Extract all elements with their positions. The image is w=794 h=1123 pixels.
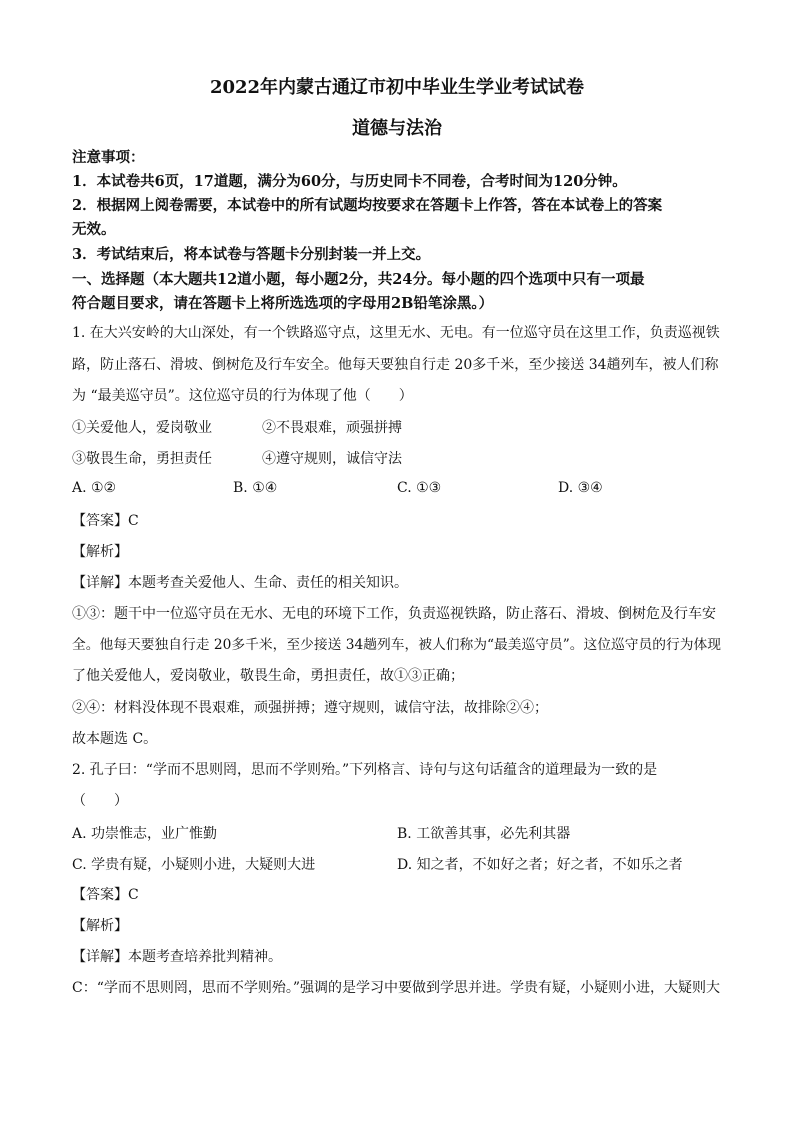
q2-analysis: 【解析】 xyxy=(72,918,128,934)
q2-stem-1: 2. 孔子曰：“学而不思则罔，思而不学则殆。”下列格言、诗句与这句话蕴含的道理最为一致的是 xyxy=(72,762,658,778)
q1-statement-4: ④遵守规则，诚信守法 xyxy=(262,451,402,467)
q1-detail: 【详解】本题考查关爱他人、生命、责任的相关知识。 xyxy=(72,575,408,591)
q1-statement-2: ②不畏艰难，顽强拼搏 xyxy=(262,420,402,436)
q1-option-c: C. ①③ xyxy=(397,480,442,496)
section-1-heading-a: 一、选择题（本大题共12道小题，每小题2分，共24分。每小题的四个选项中只有一项最 xyxy=(72,271,645,288)
q2-option-d: D. 知之者，不如好之者；好之者，不如乐之者 xyxy=(397,857,683,873)
q1-stem-1: 1. 在大兴安岭的大山深处，有一个铁路巡守点，这里无水、无电。有一位巡守员在这里工作，负责巡视铁 xyxy=(72,325,720,341)
q1-statement-1: ①关爱他人，爱岗敬业 xyxy=(72,420,212,436)
notes-heading: 注意事项： xyxy=(72,149,145,166)
q2-option-a: A. 功崇惟志，业广惟勤 xyxy=(72,826,218,842)
q1-option-d: D. ③④ xyxy=(558,480,603,496)
q1-option-a: A. ①② xyxy=(72,480,117,496)
q1-option-b: B. ①④ xyxy=(233,480,278,496)
q1-explanation-1: ①③：题干中一位巡守员在无水、无电的环境下工作，负责巡视铁路，防止落石、滑坡、倒树危及行车安 xyxy=(72,606,716,622)
q1-analysis: 【解析】 xyxy=(72,544,128,560)
q2-answer: 【答案】C xyxy=(72,887,139,903)
q2-option-c: C. 学贵有疑，小疑则小进，大疑则大进 xyxy=(72,857,316,873)
q1-stem-2: 路，防止落石、滑坡、倒树危及行车安全。他每天要独自行走 20多千米，至少接送 34趟列车，被人们称 xyxy=(72,357,719,373)
q1-explanation-2: 全。他每天要独自行走 20多千米，至少接送 34趟列车，被人们称为“最美巡守员”。这位巡守员的行为体现 xyxy=(72,637,722,653)
section-1-heading-b: 符合题目要求，请在答题卡上将所选选项的字母用2B铅笔涂黑。） xyxy=(72,295,494,312)
q2-explanation-1: C：“学而不思则罔，思而不学则殆。”强调的是学习中要做到学思并进。学贵有疑，小疑则小进，大疑则大 xyxy=(72,980,721,996)
q2-option-b: B. 工欲善其事，必先利其器 xyxy=(397,826,571,842)
q1-stem-3: 为 “最美巡守员”。这位巡守员的行为体现了他（ ） xyxy=(72,388,413,404)
q1-answer: 【答案】C xyxy=(72,513,139,529)
q1-explanation-4: ②④：材料没体现不畏艰难，顽强拼搏；遵守规则，诚信守法，故排除②④； xyxy=(72,700,548,716)
note-3: 3．考试结束后，将本试卷与答题卡分别封装一并上交。 xyxy=(72,246,431,263)
q1-explanation-5: 故本题选 C。 xyxy=(72,731,158,747)
note-2b: 无效。 xyxy=(72,221,116,238)
q1-explanation-3: 了他关爱他人，爱岗敬业，敬畏生命，勇担责任，故①③正确； xyxy=(72,668,464,684)
exam-title: 2022年内蒙古通辽市初中毕业生学业考试试卷 xyxy=(209,77,585,98)
q2-detail: 【详解】本题考查培养批判精神。 xyxy=(72,949,282,965)
note-2a: 2．根据网上阅卷需要，本试卷中的所有试题均按要求在答题卡上作答，答在本试卷上的答案 xyxy=(72,197,663,214)
q1-statement-3: ③敬畏生命，勇担责任 xyxy=(72,451,212,467)
subject-title: 道德与法治 xyxy=(352,118,442,139)
q2-stem-2: （ ） xyxy=(72,793,128,809)
note-1: 1．本试卷共6页，17道题，满分为60分，与历史同卡不同卷，合考时间为120分钟。 xyxy=(72,173,627,190)
